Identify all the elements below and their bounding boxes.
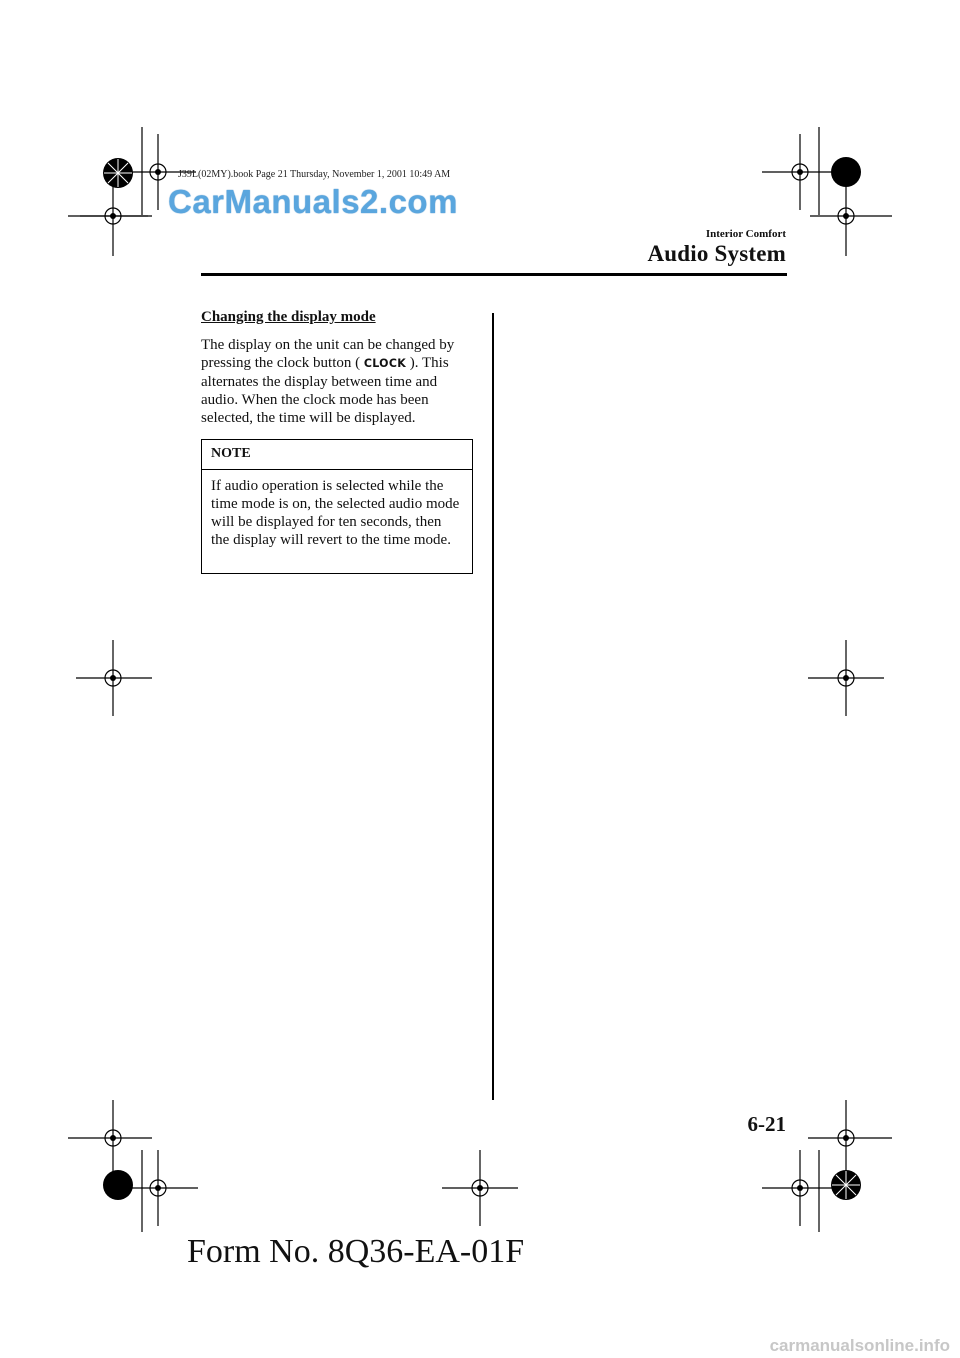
page-title: Audio System — [647, 241, 786, 266]
body-text-before-icon: The display on the unit can be changed by pressing the clock button ( — [201, 337, 455, 371]
header-rule — [201, 273, 787, 276]
section-label: Interior Comfort — [705, 228, 786, 240]
watermark-bottom[interactable]: carmanualsonline.info — [769, 1336, 950, 1355]
form-number: Form No. 8Q36-EA-01F — [187, 1233, 525, 1270]
body-paragraph — [201, 336, 476, 427]
note-text: If audio operation is selected while the time mode is on, the selected audio mode will be displayed for ten seconds, then the display will revert to the time mode. — [211, 478, 460, 548]
section-heading: Changing the display mode — [201, 309, 376, 325]
page-number: 6-21 — [747, 1112, 786, 1136]
book-info: J39L(02MY).book Page 21 Thursday, November 1, 2001 10:49 AM — [178, 169, 451, 180]
watermark-top[interactable]: CarManuals2.com — [168, 183, 458, 220]
note-title: NOTE — [202, 440, 472, 470]
clock-button-icon: CLOCK — [363, 356, 407, 371]
note-box — [201, 439, 473, 574]
column-divider — [492, 313, 494, 1100]
body-text-after-icon: ). This alternates the display between time and audio. When the clock mode has been selected, the time will be displayed. — [201, 355, 449, 426]
